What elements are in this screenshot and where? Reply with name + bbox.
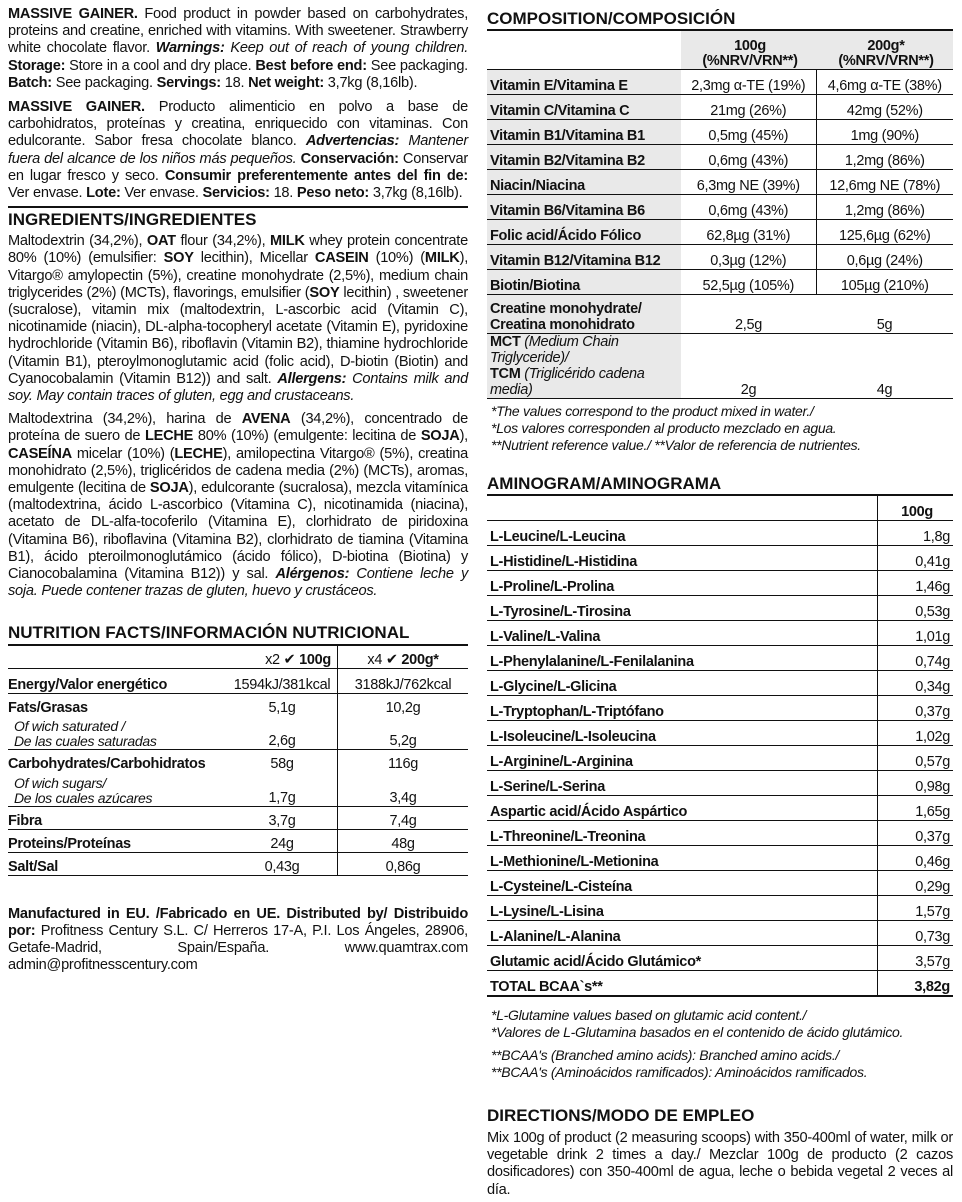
aminogram-label: L-Lysine/L-Lisina: [487, 896, 878, 921]
ingredient-segment: Maltodextrin (34,2%),: [8, 233, 147, 250]
servings-text: 18.: [220, 74, 249, 91]
ingredients-es: [8, 411, 468, 600]
nutrition-label: Carbohydrates/Carbohidratos: [8, 756, 206, 772]
aminogram-value: 1,57g: [878, 896, 954, 921]
aminogram-label: L-Tyrosine/L-Tirosina: [487, 596, 878, 621]
nutrition-value-200g: 10,2g: [385, 699, 421, 716]
aminogram-row: [487, 871, 953, 896]
product-description-es: Producto alimenticio en polvo a base de carbohidratos, proteínas y creatina, enriquecido con vitaminas. Con edulcorante. Sabor fresa chocolate blanco.: [8, 99, 468, 150]
aminogram-label: L-Phenylalanine/L-Fenilalanina: [487, 646, 878, 671]
manufacturer-text: Profitness Century S.L. C/ Herreros 17-A, P.I. Los Ángeles, 28906, Getafe-Madrid, Spain/España. www.quamtrax.com admin@profitnesscentury.com: [8, 922, 468, 974]
warnings-label-es: Advertencias:: [305, 133, 400, 150]
aminogram-value: 1,02g: [878, 721, 954, 746]
composition-label: Vitamin C/Vitamina C: [487, 95, 681, 120]
composition-header-empty: [487, 31, 681, 70]
nutrition-value-200g: 5,2g: [338, 716, 469, 750]
ingredient-segment: micelar (10%) (: [71, 445, 175, 462]
intro-es: [8, 99, 468, 202]
ingredient-segment: Maltodextrina (34,2%), harina de: [8, 411, 242, 428]
best-before-label: Best before end:: [255, 57, 367, 74]
aminogram-label: L-Histidine/L-Histidina: [487, 546, 878, 571]
nutrition-col1-header: [227, 646, 338, 669]
aminogram-label: L-Glycine/L-Glicina: [487, 671, 878, 696]
nutrition-value-200g: 3,4g: [338, 772, 469, 806]
ingredients-en: [8, 233, 468, 405]
nutrition-value-200g: 116g: [388, 756, 418, 772]
composition-row: [487, 145, 953, 170]
net-weight-label: Net weight:: [248, 74, 324, 91]
aminogram-col-header: 100g: [878, 496, 954, 521]
creatine-label: Creatine monohydrate/ Creatina monohidrato: [487, 295, 681, 334]
composition-value-200g: 1,2mg (86%): [816, 195, 953, 220]
ingredient-segment: CASEIN: [314, 250, 369, 267]
aminogram-row: [487, 821, 953, 846]
aminogram-value: 0,34g: [878, 671, 954, 696]
composition-value-200g: 1,2mg (86%): [816, 145, 953, 170]
nutrition-value-200g: 3188kJ/762kcal: [338, 668, 469, 693]
composition-label: Folic acid/Ácido Fólico: [487, 220, 681, 245]
col1-amount: 100g: [734, 38, 766, 54]
nutrition-row: [8, 716, 468, 750]
nutrition-header-empty: [8, 646, 227, 669]
aminogram-label: L-Leucine/L-Leucina: [487, 521, 878, 546]
ingredient-segment: Contains milk and soy. May contain traces of gluten, egg and crustaceans.: [8, 370, 468, 405]
ingredient-segment: CASEÍNA: [8, 445, 72, 462]
warnings-label: Warnings:: [155, 40, 225, 57]
aminogram-row: [487, 746, 953, 771]
intro-en: [8, 6, 468, 92]
aminogram-value: 1,8g: [878, 521, 954, 546]
composition-row-mct: [487, 334, 953, 399]
composition-value-100g: 62,8µg (31%): [681, 220, 816, 245]
composition-value-200g: 125,6µg (62%): [816, 220, 953, 245]
composition-row: [487, 70, 953, 95]
composition-value-100g: 0,5mg (45%): [681, 120, 816, 145]
aminogram-label: TOTAL BCAA`s**: [487, 971, 878, 997]
product-description: Food product in powder based on carbohydrates, proteins and creatine, enriched with vitamins. With sweetener. Strawberry white chocolate flavor.: [8, 6, 468, 57]
composition-row: [487, 245, 953, 270]
ingredient-segment: MILK: [270, 233, 305, 250]
ingredient-segment: AVENA: [241, 411, 291, 428]
composition-label: Niacin/Niacina: [487, 170, 681, 195]
composition-note: *Los valores corresponden al producto mezclado en agua.: [491, 420, 837, 436]
storage-label: Storage:: [8, 57, 66, 74]
aminogram-value: 1,01g: [878, 621, 954, 646]
aminogram-value: 0,37g: [878, 696, 954, 721]
aminogram-note: *Valores de L-Glutamina basados en el contenido de ácido glutámico.: [491, 1024, 904, 1040]
aminogram-label: L-Tryptophan/L-Triptófano: [487, 696, 878, 721]
col1-nrv: (%NRV/VRN**): [702, 53, 798, 69]
nutrition-value-100g: 0,43g: [227, 852, 338, 875]
aminogram-row: [487, 771, 953, 796]
storage-text-es: Conservar en lugar fresco y seco.: [8, 150, 468, 184]
nutrition-table: [8, 646, 468, 876]
aminogram-label: L-Arginine/L-Arginina: [487, 746, 878, 771]
aminogram-value: 0,98g: [878, 771, 954, 796]
nutrition-value-100g: 58g: [227, 750, 338, 773]
aminogram-row: [487, 896, 953, 921]
composition-label: Vitamin E/Vitamina E: [487, 70, 681, 95]
aminogram-row: [487, 721, 953, 746]
aminogram-label: L-Methionine/L-Metionina: [487, 846, 878, 871]
ingredient-segment: (34,2%), concentrado de proteína de suero de: [8, 411, 468, 445]
nutrition-label: Fats/Grasas: [8, 699, 88, 716]
aminogram-value: 0,46g: [878, 846, 954, 871]
net-weight-label-es: Peso neto:: [296, 185, 370, 202]
aminogram-label: Aspartic acid/Ácido Aspártico: [487, 796, 878, 821]
nutrition-label: Energy/Valor energético: [8, 668, 227, 693]
composition-value-200g: 4,6mg α-TE (38%): [816, 70, 953, 95]
composition-value-100g: 2,3mg α-TE (19%): [681, 70, 816, 95]
best-before-text: See packaging.: [366, 57, 468, 74]
divider: [8, 206, 468, 208]
nutrition-section: [8, 623, 468, 876]
composition-value-200g: 105µg (210%): [816, 270, 953, 295]
nutrition-row: [8, 829, 468, 852]
composition-value-200g: 42mg (52%): [816, 95, 953, 120]
aminogram-row: [487, 596, 953, 621]
ingredient-segment: ), Vitargo® amylopectin (5%), creatine monohydrate (2,5%), medium chain triglycerides (2%) (MCTs), flavorings, emulsifier (: [8, 250, 468, 301]
composition-col2-header: [816, 31, 953, 70]
product-name: MASSIVE GAINER.: [8, 6, 138, 22]
aminogram-row: [487, 796, 953, 821]
aminogram-row: [487, 671, 953, 696]
composition-label: Biotin/Biotina: [487, 270, 681, 295]
left-column: [8, 0, 468, 974]
aminogram-label: L-Cysteine/L-Cisteína: [487, 871, 878, 896]
nutrition-title: NUTRITION FACTS/INFORMACIÓN NUTRICIONAL: [8, 623, 468, 646]
aminogram-label: L-Alanine/L-Alanina: [487, 921, 878, 946]
ingredient-segment: flour (34,2%),: [175, 233, 270, 250]
nutrition-label: Fibra: [8, 806, 227, 829]
composition-row: [487, 95, 953, 120]
aminogram-value: 0,57g: [878, 746, 954, 771]
col2-amount: 200g*: [867, 38, 905, 54]
col2-label: 200g*: [401, 651, 439, 668]
composition-note: **Nutrient reference value./ **Valor de referencia de nutrientes.: [491, 437, 861, 453]
servings-text-es: 18.: [269, 185, 297, 202]
aminogram-value: 0,37g: [878, 821, 954, 846]
nutrition-value-200g: 7,4g: [338, 806, 469, 829]
composition-label: Vitamin B2/Vitamina B2: [487, 145, 681, 170]
net-weight-text-es: 3,7kg (8,16lb).: [369, 185, 463, 202]
composition-value-200g: 12,6mg NE (78%): [816, 170, 953, 195]
manufacturer-label: Manufactured in EU. /Fabricado en UE. Distributed by/ Distribuido por:: [8, 905, 468, 939]
nutrition-row: [8, 852, 468, 875]
ingredient-segment: Alérgenos:: [275, 566, 350, 583]
aminogram-label: L-Serine/L-Serina: [487, 771, 878, 796]
col2-nrv: (%NRV/VRN**): [838, 53, 934, 69]
scoop-icon: ✔: [283, 651, 296, 668]
ingredient-segment: 80% (10%) (emulgente: lecitina de: [193, 428, 421, 445]
right-column: [487, 0, 953, 1199]
aminogram-row: [487, 946, 953, 971]
storage-label-es: Conservación:: [300, 150, 399, 167]
best-before-text-es: Ver envase.: [8, 185, 87, 202]
aminogram-row: [487, 646, 953, 671]
col1-prefix: x2: [265, 651, 280, 668]
nutrition-label: Salt/Sal: [8, 852, 227, 875]
ingredient-segment: LECHE: [144, 428, 194, 445]
ingredient-segment: lecithin), Micellar: [193, 250, 315, 267]
nutrition-value-100g: 1594kJ/381kcal: [227, 668, 338, 693]
warnings-text-es: Mantener fuera del alcance de los niños más pequeños.: [8, 133, 468, 167]
composition-value-100g: 0,6mg (43%): [681, 195, 816, 220]
aminogram-value: 0,74g: [878, 646, 954, 671]
ingredient-segment: SOY: [309, 284, 340, 301]
composition-row: [487, 270, 953, 295]
aminogram-note: **BCAA's (Aminoácidos ramificados): Aminoácidos ramificados.: [491, 1064, 868, 1080]
col2-prefix: x4: [367, 651, 383, 668]
nutrition-row: [8, 772, 468, 806]
composition-value-200g: 1mg (90%): [816, 120, 953, 145]
ingredient-segment: SOY: [163, 250, 194, 267]
ingredient-segment: lecithin) , sweetener (sucralose), vitamin mix (maltodextrin, L-ascorbic acid (Vitamin C), nicotinamide (niacin), DL-alpha-tocopheryl acetate (Vitamin E), pyridoxine hydrochloride (Vitamin B6), riboflavin (Vitamin B2), thiamine hydrochloride (Vitamin B1), pteroylmonoglutamic acid (folic acid), D-biotin (Biotin) and Cyanocobalamin (Vitamin B12)) and salt.: [8, 284, 468, 387]
aminogram-row: [487, 621, 953, 646]
aminogram-title: AMINOGRAM/AMINOGRAMA: [487, 474, 722, 493]
composition-table: [487, 31, 953, 399]
composition-value-200g: 0,6µg (24%): [816, 245, 953, 270]
aminogram-header-empty: [487, 496, 878, 521]
ingredient-segment: SOJA: [420, 428, 460, 445]
batch-label-es: Lote:: [86, 185, 121, 202]
aminogram-value: 3,57g: [878, 946, 954, 971]
ingredient-segment: Contiene leche y soja. Puede contener trazas de gluten, huevo y crustáceos.: [8, 566, 468, 600]
composition-value-100g: 52,5µg (105%): [681, 270, 816, 295]
aminogram-table: [487, 496, 953, 997]
aminogram-value: 1,46g: [878, 571, 954, 596]
composition-notes: [487, 403, 953, 454]
nutrition-value-200g: 0,86g: [338, 852, 469, 875]
nutrition-col2-header: [338, 646, 469, 669]
col1-label: 100g: [299, 651, 331, 668]
mct-value-100g: 2g: [681, 334, 816, 399]
mct-value-200g: 4g: [816, 334, 953, 399]
nutrition-value-100g: 1,7g: [227, 772, 338, 806]
composition-row: [487, 120, 953, 145]
creatine-value-200g: 5g: [816, 295, 953, 334]
aminogram-value: 1,65g: [878, 796, 954, 821]
ingredient-segment: whey protein concentrate 80% (10%) (emulsifier:: [8, 233, 468, 267]
aminogram-row: [487, 571, 953, 596]
composition-row: [487, 170, 953, 195]
best-before-label-es: Consumir preferentemente antes del fin de:: [164, 167, 468, 184]
storage-text: Store in a cool and dry place.: [65, 57, 256, 74]
scoop-icon: ✔: [385, 651, 398, 668]
nutrition-row: [8, 750, 468, 773]
composition-value-100g: 0,6mg (43%): [681, 145, 816, 170]
manufacturer-info: [8, 906, 468, 975]
nutrition-row: [8, 693, 468, 716]
aminogram-label: L-Threonine/L-Treonina: [487, 821, 878, 846]
ingredient-segment: OAT: [146, 233, 176, 250]
nutrition-row: [8, 806, 468, 829]
directions-title: DIRECTIONS/MODO DE EMPLEO: [487, 1106, 755, 1125]
composition-value-100g: 21mg (26%): [681, 95, 816, 120]
ingredient-segment: MILK: [424, 250, 460, 267]
composition-title: COMPOSITION/COMPOSICIÓN: [487, 9, 736, 28]
composition-note: *The values correspond to the product mixed in water./: [491, 403, 814, 419]
aminogram-label: L-Proline/L-Prolina: [487, 571, 878, 596]
nutrition-label: Proteins/Proteínas: [8, 829, 227, 852]
aminogram-note: **BCAA's (Branched amino acids): Branched amino acids./: [491, 1047, 840, 1063]
aminogram-label: Glutamic acid/Ácido Glutámico*: [487, 946, 878, 971]
aminogram-header-row: [487, 496, 953, 521]
nutrition-value-100g: 3,7g: [227, 806, 338, 829]
aminogram-row: [487, 696, 953, 721]
aminogram-row: [487, 546, 953, 571]
nutrition-value-100g: 24g: [227, 829, 338, 852]
mct-label: MCT (Medium Chain Triglyceride)/ TCM (Triglicérido cadena media): [487, 334, 681, 399]
nutrition-label: Of wich saturated / De las cuales saturadas: [8, 716, 227, 750]
net-weight-text: 3,7kg (8,16lb).: [323, 74, 418, 91]
composition-label: Vitamin B1/Vitamina B1: [487, 120, 681, 145]
batch-text: See packaging.: [51, 74, 157, 91]
aminogram-note: *L-Glutamine values based on glutamic acid content./: [491, 1007, 807, 1023]
composition-row: [487, 220, 953, 245]
servings-label: Servings:: [156, 74, 221, 91]
aminogram-row: [487, 846, 953, 871]
aminogram-total-row: [487, 971, 953, 997]
composition-label: Vitamin B12/Vitamina B12: [487, 245, 681, 270]
aminogram-value: 0,53g: [878, 596, 954, 621]
nutrition-value-100g: 2,6g: [227, 716, 338, 750]
aminogram-value: 3,82g: [878, 971, 954, 997]
nutrition-row: [8, 668, 468, 693]
aminogram-value: 0,73g: [878, 921, 954, 946]
ingredient-segment: ),: [459, 428, 468, 445]
ingredient-segment: ), edulcorante (sucralosa), mezcla vitamínica (maltodextrina, ácido L-ascorbico (Vitamina C), nicotinamida (niacina), acetato de DL-alfa-tocoferilo (Vitamina E), clorhidrato de piridoxina (Vitamina B6), riboflavina (Vitamina B2), clorhidrato de tiamina (Vitamina B1), ácido pteroilmonoglutámico (ácido fólico), D-biotina (Biotina) y Cianocobalamina (Vitamina B12)) y sal.: [8, 480, 468, 583]
aminogram-label: L-Isoleucine/L-Isoleucina: [487, 721, 878, 746]
aminogram-label: L-Valine/L-Valina: [487, 621, 878, 646]
ingredients-title: INGREDIENTS/INGREDIENTES: [8, 210, 257, 230]
warnings-text: Keep out of reach of young children.: [224, 40, 469, 57]
ingredient-segment: ), amilopectina Vitargo® (5%), creatina monohidrato (2,5%), triglicéridos de cadena media (2%) (MCTs), aromas, emulgente (lecitina de: [8, 445, 468, 497]
nutrition-label: Of wich sugars/ De los cuales azúcares: [8, 772, 227, 806]
composition-row: [487, 195, 953, 220]
directions-text: Mix 100g of product (2 measuring scoops) with 350-400ml of water, milk or vegetable drink 2 times a day./ Mezclar 100g de producto (2 cazos dosificadores) con 350-400ml de agua, leche o bebida vegetal 2 veces al día.: [487, 1130, 953, 1198]
aminogram-value: 0,29g: [878, 871, 954, 896]
nutrition-value-200g: 48g: [338, 829, 469, 852]
nutrition-value-100g: 5,1g: [227, 693, 338, 716]
aminogram-row: [487, 521, 953, 546]
composition-label: Vitamin B6/Vitamina B6: [487, 195, 681, 220]
composition-row-creatine: [487, 295, 953, 334]
aminogram-row: [487, 921, 953, 946]
aminogram-value: 0,41g: [878, 546, 954, 571]
aminogram-notes: [487, 1007, 953, 1081]
product-name-es: MASSIVE GAINER.: [8, 99, 145, 116]
composition-header-row: [487, 31, 953, 70]
ingredient-segment: (10%) (: [368, 250, 425, 267]
batch-label: Batch:: [8, 74, 52, 91]
nutrition-header-row: [8, 646, 468, 669]
batch-text-es: Ver envase.: [120, 185, 203, 202]
ingredient-segment: LECHE: [174, 445, 223, 462]
creatine-value-100g: 2,5g: [681, 295, 816, 334]
composition-value-100g: 0,3µg (12%): [681, 245, 816, 270]
ingredient-segment: Allergens:: [277, 370, 347, 387]
ingredient-segment: SOJA: [149, 480, 189, 497]
servings-label-es: Servicios:: [202, 185, 270, 202]
composition-value-100g: 6,3mg NE (39%): [681, 170, 816, 195]
composition-col1-header: [681, 31, 816, 70]
